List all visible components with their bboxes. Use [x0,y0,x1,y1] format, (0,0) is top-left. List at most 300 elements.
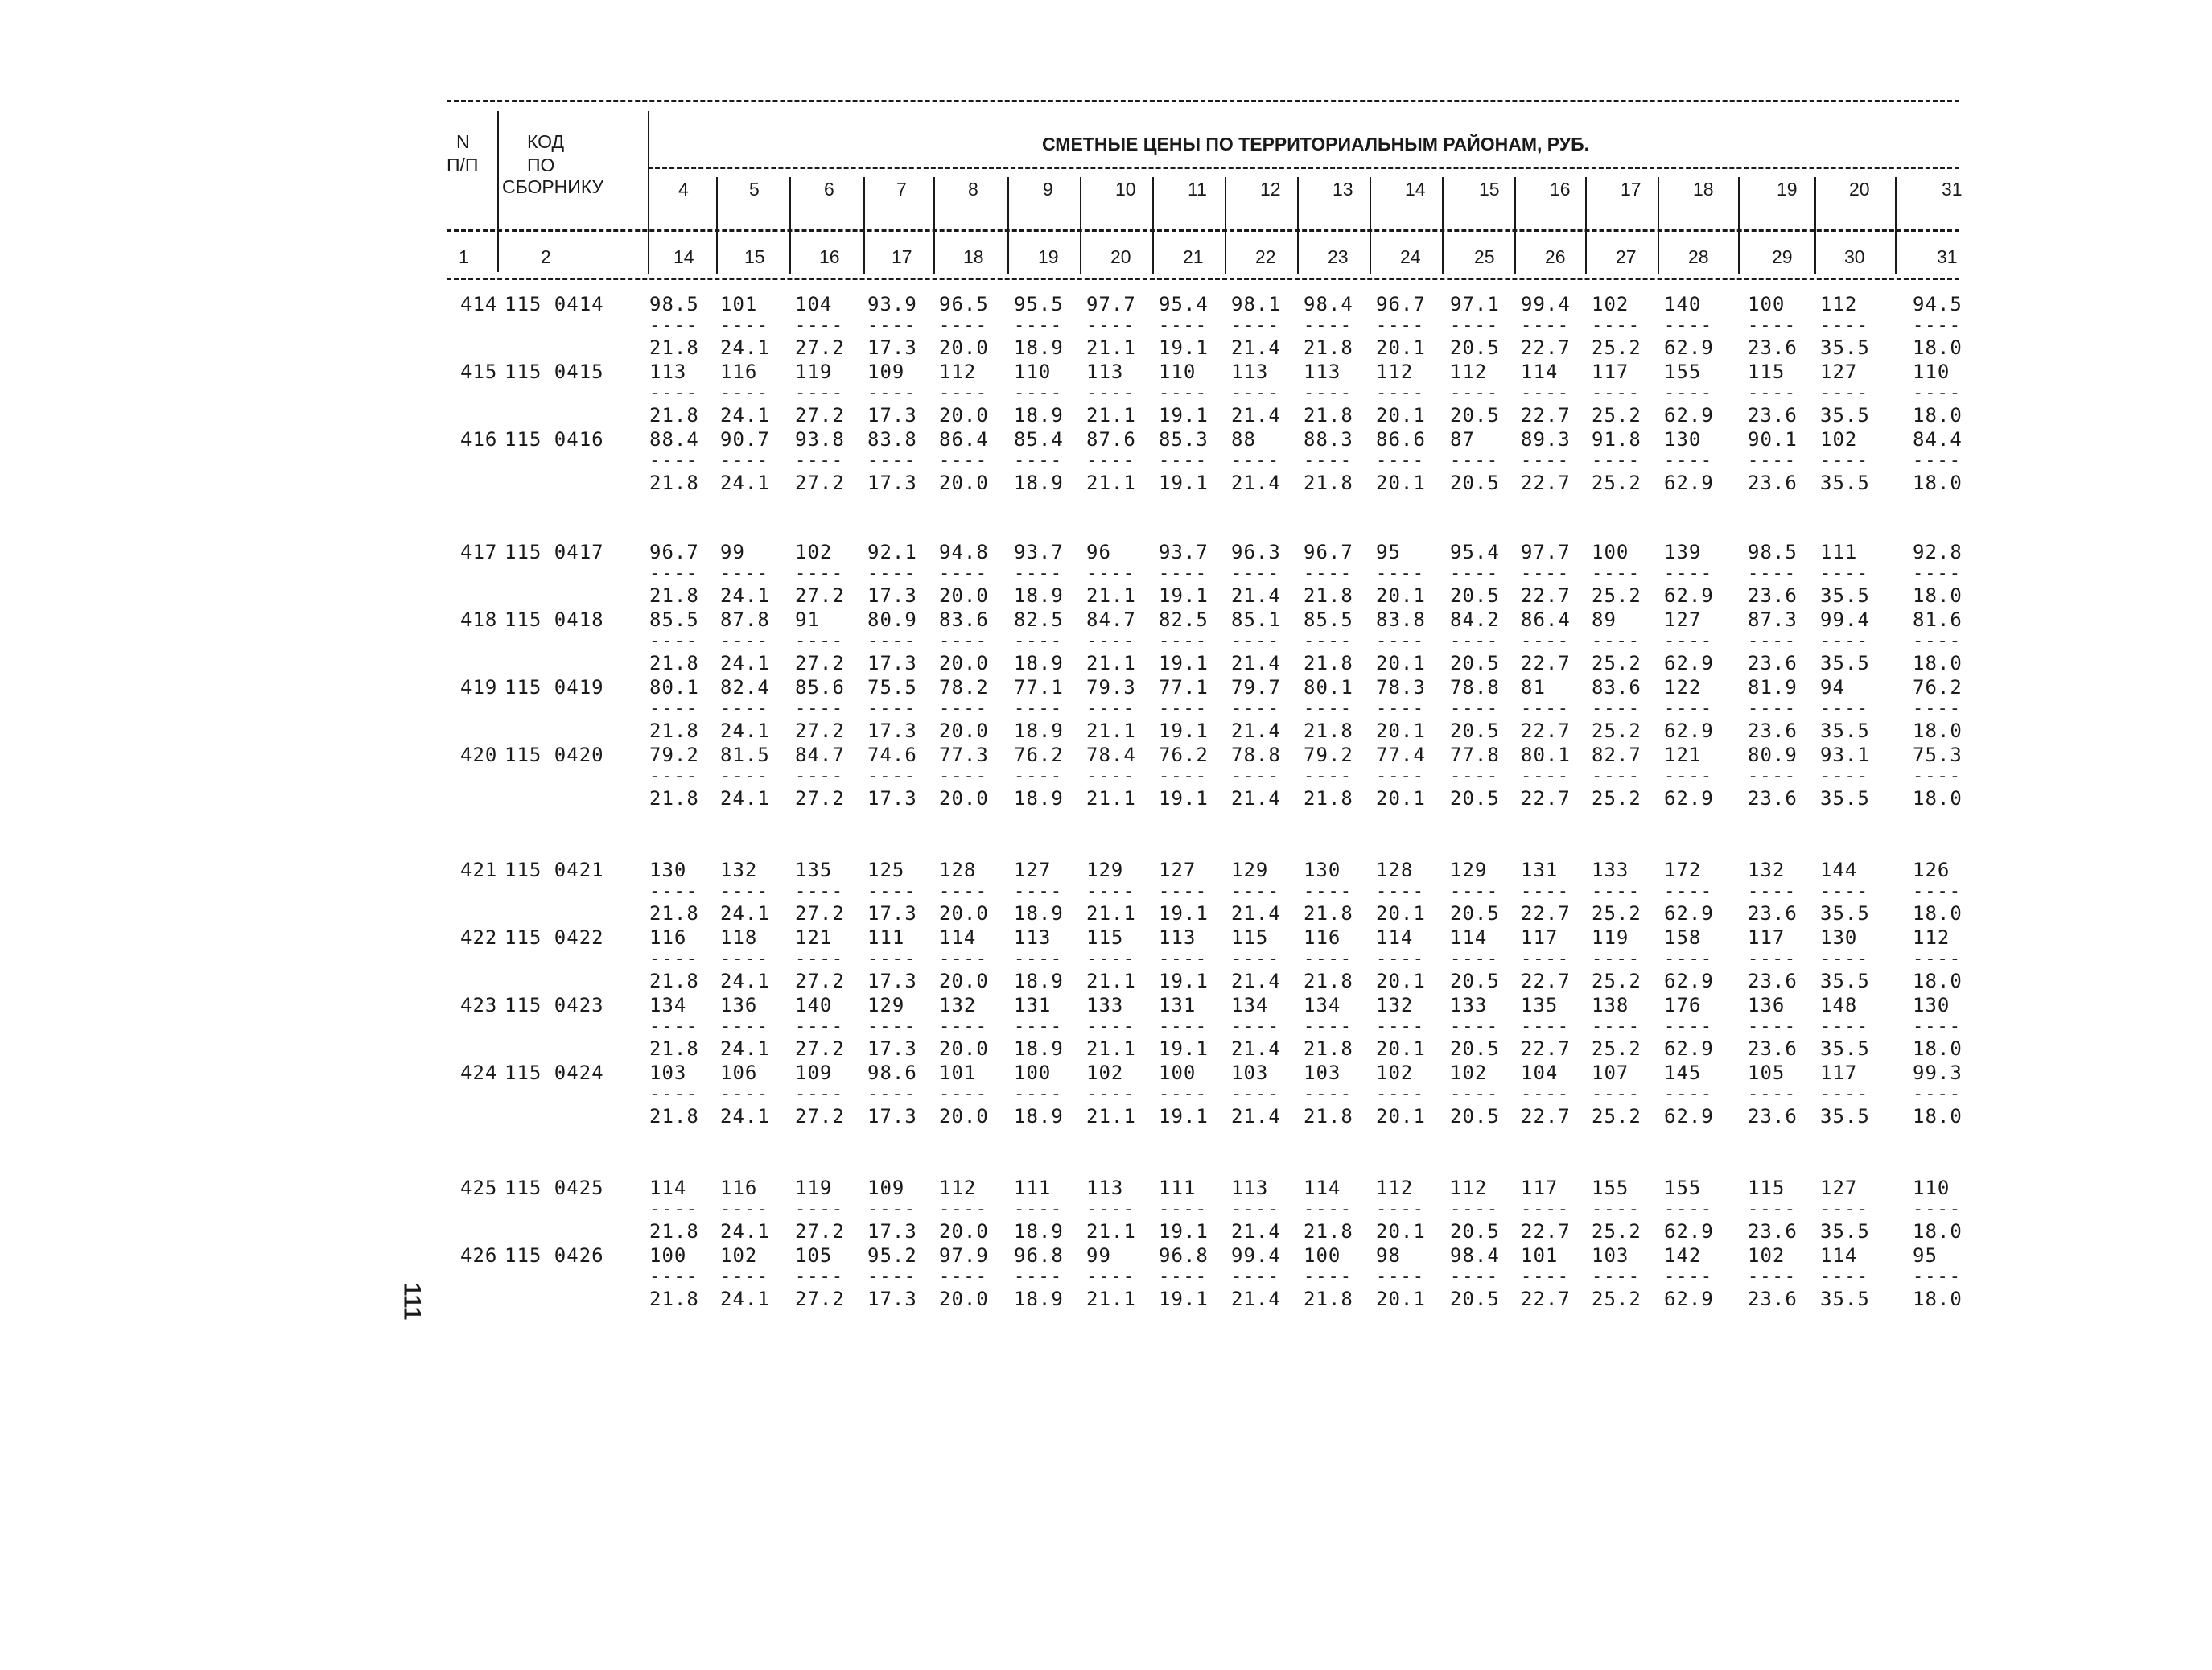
price-value: 96.3 [1231,541,1281,563]
fraction-dash: ---- [720,563,769,583]
fraction-dash: ---- [1376,315,1425,336]
column-separator [1370,177,1371,274]
price-value: 113 [649,361,687,383]
fraction-dash: ---- [1664,881,1713,901]
fraction-dash: ---- [1521,949,1570,969]
fraction-dash: ---- [1014,631,1063,651]
divisor-value: 35.5 [1820,404,1870,427]
fraction-dash: ---- [795,699,844,719]
divisor-value: 21.1 [1086,720,1136,742]
divisor-value: 25.2 [1592,472,1641,494]
region-number: 15 [1479,179,1500,200]
fraction-dash: ---- [649,631,698,651]
divisor-value: 21.8 [1304,787,1353,810]
fraction-dash: ---- [1086,315,1135,336]
fraction-dash: ---- [1592,383,1641,403]
price-value: 110 [1913,361,1950,383]
divisor-value: 62.9 [1664,336,1714,359]
price-value: 91.8 [1592,428,1641,451]
price-value: 85.5 [1304,608,1353,631]
column-separator [648,177,649,274]
region-number: 13 [1333,179,1353,200]
fraction-dash: ---- [867,631,917,651]
divisor-value: 20.0 [939,902,989,925]
divisor-value: 27.2 [795,652,845,674]
divisor-value: 20.0 [939,1105,989,1128]
price-value: 88.3 [1304,428,1353,451]
item-code: 115 0419 [505,676,604,699]
price-value: 113 [1304,361,1341,383]
fraction-dash: ---- [1231,1267,1280,1287]
item-code: 115 0415 [505,361,604,383]
fraction-dash: ---- [1820,881,1869,901]
fraction-dash: ---- [1231,451,1280,471]
fraction-dash: ---- [1592,631,1641,651]
region-number: 7 [896,179,907,200]
fraction-dash: ---- [939,881,988,901]
fraction-dash: ---- [867,1267,917,1287]
fraction-dash: ---- [720,1084,769,1104]
fraction-dash: ---- [1521,383,1570,403]
divisor-value: 25.2 [1592,584,1641,607]
item-code: 115 0421 [505,859,604,881]
divisor-value: 27.2 [795,1105,845,1128]
divisor-value: 27.2 [795,472,845,494]
column-separator [1895,177,1897,274]
fraction-dash: ---- [1820,315,1869,336]
fraction-dash: ---- [1086,1199,1135,1219]
header-col-two: 2 [541,246,551,267]
divisor-value: 35.5 [1820,970,1870,992]
fraction-dash: ---- [1086,383,1135,403]
column-number: 18 [963,246,984,267]
fraction-dash: ---- [1086,1084,1135,1104]
price-value: 99.4 [1521,293,1571,315]
price-value: 113 [1086,361,1124,383]
divisor-value: 17.3 [867,1288,917,1310]
price-value: 128 [1376,859,1414,881]
divisor-value: 19.1 [1159,1105,1209,1128]
divisor-value: 24.1 [720,472,770,494]
fraction-dash: ---- [1450,766,1499,786]
divisor-value: 20.1 [1376,336,1426,359]
fraction-dash: ---- [867,563,917,583]
price-value: 84.2 [1450,608,1500,631]
divisor-value: 21.4 [1231,970,1281,992]
price-value: 93.7 [1014,541,1064,563]
price-value: 145 [1664,1062,1702,1084]
price-value: 99 [720,541,745,563]
column-number: 29 [1772,246,1793,267]
region-number: 14 [1405,179,1426,200]
divisor-value: 21.4 [1231,787,1281,810]
price-value: 102 [1592,293,1629,315]
price-value: 94 [1820,676,1845,699]
divisor-value: 23.6 [1748,1220,1798,1243]
price-value: 98 [1376,1244,1401,1267]
price-value: 148 [1820,994,1858,1016]
fraction-dash: ---- [1450,563,1499,583]
price-value: 103 [1304,1062,1341,1084]
divisor-value: 23.6 [1748,1105,1798,1128]
divisor-value: 18.9 [1014,652,1064,674]
divisor-value: 62.9 [1664,652,1714,674]
fraction-dash: ---- [1592,881,1641,901]
price-value: 102 [1820,428,1858,451]
fraction-dash: ---- [1376,699,1425,719]
divisor-value: 22.7 [1521,1288,1571,1310]
price-value: 131 [1159,994,1197,1016]
fraction-dash: ---- [1086,881,1135,901]
price-value: 172 [1664,859,1702,881]
item-code: 115 0414 [505,293,604,315]
divisor-value: 21.1 [1086,1220,1136,1243]
price-value: 134 [1304,994,1341,1016]
fraction-dash: ---- [1304,315,1353,336]
column-number: 30 [1844,246,1865,267]
price-value: 99.4 [1820,608,1870,631]
fraction-dash: ---- [1913,1199,1962,1219]
fraction-dash: ---- [1376,1016,1425,1037]
price-value: 90.1 [1748,428,1798,451]
fraction-dash: ---- [1820,563,1869,583]
fraction-dash: ---- [720,766,769,786]
price-value: 100 [649,1244,687,1267]
fraction-dash: ---- [649,1199,698,1219]
divisor-value: 22.7 [1521,336,1571,359]
divisor-value: 35.5 [1820,472,1870,494]
price-value: 102 [1376,1062,1414,1084]
fraction-dash: ---- [1748,699,1797,719]
divisor-value: 21.8 [1304,970,1353,992]
price-value: 102 [720,1244,758,1267]
price-value: 116 [649,926,687,949]
fraction-dash: ---- [1913,1267,1962,1287]
price-value: 78.4 [1086,744,1136,766]
region-number: 4 [678,179,689,200]
divisor-value: 23.6 [1748,336,1798,359]
fraction-dash: ---- [1304,766,1353,786]
item-code: 115 0425 [505,1177,604,1199]
fraction-dash: ---- [1592,949,1641,969]
fraction-dash: ---- [1521,563,1570,583]
price-value: 83.6 [939,608,989,631]
price-value: 132 [720,859,758,881]
fraction-dash: ---- [1450,949,1499,969]
divisor-value: 21.8 [649,1037,699,1060]
fraction-dash: ---- [1748,631,1797,651]
fraction-dash: ---- [1592,699,1641,719]
price-value: 94.5 [1913,293,1963,315]
price-value: 80.1 [1304,676,1353,699]
price-value: 102 [795,541,833,563]
price-value: 95 [1913,1244,1938,1267]
divisor-value: 18.0 [1913,472,1963,494]
price-value: 87.6 [1086,428,1136,451]
price-value: 87.8 [720,608,770,631]
fraction-dash: ---- [1014,699,1063,719]
price-value: 96.5 [939,293,989,315]
divisor-value: 25.2 [1592,1105,1641,1128]
top-rule [447,100,1959,102]
header-sub-rule [447,229,1959,232]
price-value: 122 [1664,676,1702,699]
price-value: 140 [1664,293,1702,315]
divisor-value: 20.0 [939,404,989,427]
fraction-dash: ---- [1304,451,1353,471]
divisor-value: 21.8 [1304,472,1353,494]
divisor-value: 25.2 [1592,652,1641,674]
price-value: 176 [1664,994,1702,1016]
column-separator [1152,177,1154,274]
price-value: 95 [1376,541,1401,563]
price-value: 74.6 [867,744,917,766]
price-value: 130 [1913,994,1950,1016]
fraction-dash: ---- [1450,1267,1499,1287]
item-code: 115 0416 [505,428,604,451]
fraction-dash: ---- [795,563,844,583]
region-number: 18 [1693,179,1714,200]
price-value: 76.2 [1159,744,1209,766]
price-value: 76.2 [1014,744,1064,766]
price-value: 85.1 [1231,608,1281,631]
divisor-value: 18.0 [1913,902,1963,925]
fraction-dash: ---- [939,1084,988,1104]
price-value: 113 [1231,1177,1269,1199]
divisor-value: 21.1 [1086,336,1136,359]
divisor-value: 23.6 [1748,902,1798,925]
price-value: 115 [1748,1177,1786,1199]
divisor-value: 21.8 [649,336,699,359]
divisor-value: 22.7 [1521,652,1571,674]
price-value: 129 [1086,859,1124,881]
price-value: 98.5 [1748,541,1798,563]
divisor-value: 17.3 [867,652,917,674]
column-separator [789,177,791,274]
fraction-dash: ---- [1231,315,1280,336]
divisor-value: 21.8 [649,1288,699,1310]
fraction-dash: ---- [1521,1084,1570,1104]
fraction-dash: ---- [1521,451,1570,471]
price-value: 96.7 [649,541,699,563]
fraction-dash: ---- [1748,949,1797,969]
divisor-value: 20.1 [1376,584,1426,607]
price-value: 129 [1450,859,1488,881]
divisor-value: 20.5 [1450,652,1500,674]
price-value: 117 [1521,926,1559,949]
divisor-value: 20.5 [1450,970,1500,992]
divisor-value: 17.3 [867,787,917,810]
price-value: 121 [1664,744,1702,766]
divisor-value: 22.7 [1521,787,1571,810]
column-number: 21 [1183,246,1204,267]
fraction-dash: ---- [1086,699,1135,719]
divisor-value: 21.1 [1086,652,1136,674]
column-number: 23 [1328,246,1349,267]
divisor-value: 25.2 [1592,404,1641,427]
fraction-dash: ---- [1450,1084,1499,1104]
divisor-value: 20.5 [1450,1037,1500,1060]
fraction-dash: ---- [867,1084,917,1104]
price-value: 100 [1592,541,1629,563]
divisor-value: 17.3 [867,1105,917,1128]
divisor-value: 20.0 [939,472,989,494]
fraction-dash: ---- [939,1267,988,1287]
fraction-dash: ---- [1820,451,1869,471]
fraction-dash: ---- [795,451,844,471]
divisor-value: 24.1 [720,1037,770,1060]
fraction-dash: ---- [1820,699,1869,719]
fraction-dash: ---- [1521,1199,1570,1219]
fraction-dash: ---- [720,451,769,471]
fraction-dash: ---- [939,1199,988,1219]
price-value: 83.6 [1592,676,1641,699]
divisor-value: 62.9 [1664,404,1714,427]
divisor-value: 21.8 [649,720,699,742]
item-number: 424 [460,1062,498,1084]
fraction-dash: ---- [1521,1016,1570,1037]
divisor-value: 22.7 [1521,1105,1571,1128]
fraction-dash: ---- [1820,383,1869,403]
divisor-value: 35.5 [1820,652,1870,674]
item-number: 414 [460,293,498,315]
fraction-dash: ---- [1748,1016,1797,1037]
price-value: 86.4 [1521,608,1571,631]
price-value: 96.7 [1376,293,1426,315]
item-number: 420 [460,744,498,766]
divisor-value: 20.1 [1376,902,1426,925]
fraction-dash: ---- [1014,949,1063,969]
divisor-value: 23.6 [1748,787,1798,810]
divisor-value: 21.1 [1086,970,1136,992]
fraction-dash: ---- [1376,1084,1425,1104]
price-value: 130 [649,859,687,881]
fraction-dash: ---- [1159,1084,1208,1104]
column-separator [1442,177,1444,274]
fraction-dash: ---- [795,383,844,403]
price-value: 110 [1159,361,1197,383]
price-value: 105 [795,1244,833,1267]
divisor-value: 19.1 [1159,902,1209,925]
fraction-dash: ---- [1159,766,1208,786]
fraction-dash: ---- [1913,451,1962,471]
divisor-value: 24.1 [720,336,770,359]
price-value: 102 [1086,1062,1124,1084]
item-number: 425 [460,1177,498,1199]
price-value: 97.1 [1450,293,1500,315]
price-value: 84.7 [795,744,845,766]
price-value: 115 [1086,926,1124,949]
divisor-value: 25.2 [1592,970,1641,992]
divisor-value: 35.5 [1820,336,1870,359]
divisor-value: 19.1 [1159,1037,1209,1060]
fraction-dash: ---- [1086,451,1135,471]
region-number: 11 [1188,179,1207,200]
divisor-value: 20.0 [939,584,989,607]
divisor-value: 18.0 [1913,652,1963,674]
divisor-value: 35.5 [1820,902,1870,925]
header-bottom-rule [447,278,1959,280]
divisor-value: 23.6 [1748,472,1798,494]
price-value: 135 [1521,994,1559,1016]
fraction-dash: ---- [1592,1267,1641,1287]
column-separator [1297,177,1299,274]
fraction-dash: ---- [1086,631,1135,651]
fraction-dash: ---- [1748,1084,1797,1104]
fraction-dash: ---- [649,1267,698,1287]
divisor-value: 25.2 [1592,720,1641,742]
fraction-dash: ---- [867,383,917,403]
price-value: 110 [1913,1177,1950,1199]
region-number: 10 [1115,179,1136,200]
divisor-value: 20.1 [1376,652,1426,674]
divisor-value: 62.9 [1664,1220,1714,1243]
fraction-dash: ---- [1450,1016,1499,1037]
price-value: 127 [1820,361,1858,383]
price-value: 77.4 [1376,744,1426,766]
item-code: 115 0424 [505,1062,604,1084]
divisor-value: 20.0 [939,787,989,810]
divisor-value: 17.3 [867,902,917,925]
column-number: 27 [1616,246,1637,267]
price-value: 95.4 [1159,293,1209,315]
divisor-value: 20.5 [1450,472,1500,494]
price-value: 77.3 [939,744,989,766]
divisor-value: 22.7 [1521,720,1571,742]
price-value: 91 [795,608,820,631]
price-value: 155 [1664,361,1702,383]
price-value: 116 [720,361,758,383]
price-value: 85.4 [1014,428,1064,451]
column-number: 28 [1688,246,1709,267]
fraction-dash: ---- [1748,315,1797,336]
fraction-dash: ---- [1304,631,1353,651]
fraction-dash: ---- [1231,563,1280,583]
price-value: 88.4 [649,428,699,451]
fraction-dash: ---- [795,315,844,336]
price-value: 96.8 [1014,1244,1064,1267]
divisor-value: 21.4 [1231,902,1281,925]
price-value: 98.6 [867,1062,917,1084]
fraction-dash: ---- [1376,1267,1425,1287]
price-value: 75.5 [867,676,917,699]
divisor-value: 18.9 [1014,404,1064,427]
price-value: 95.4 [1450,541,1500,563]
column-separator [933,177,935,274]
region-number: 17 [1621,179,1641,200]
divisor-value: 21.8 [649,472,699,494]
price-value: 115 [1231,926,1269,949]
fraction-dash: ---- [1664,451,1713,471]
divisor-value: 21.8 [649,970,699,992]
price-value: 78.8 [1231,744,1281,766]
fraction-dash: ---- [720,315,769,336]
divisor-value: 21.8 [649,787,699,810]
fraction-dash: ---- [867,766,917,786]
divisor-value: 27.2 [795,1220,845,1243]
divisor-value: 20.5 [1450,584,1500,607]
divisor-value: 18.9 [1014,336,1064,359]
price-value: 86.6 [1376,428,1426,451]
price-value: 79.7 [1231,676,1281,699]
divisor-value: 24.1 [720,1220,770,1243]
fraction-dash: ---- [1820,949,1869,969]
divisor-value: 21.1 [1086,787,1136,810]
column-number: 19 [1038,246,1059,267]
price-value: 93.9 [867,293,917,315]
divisor-value: 19.1 [1159,584,1209,607]
header-n-label: N [456,131,470,152]
